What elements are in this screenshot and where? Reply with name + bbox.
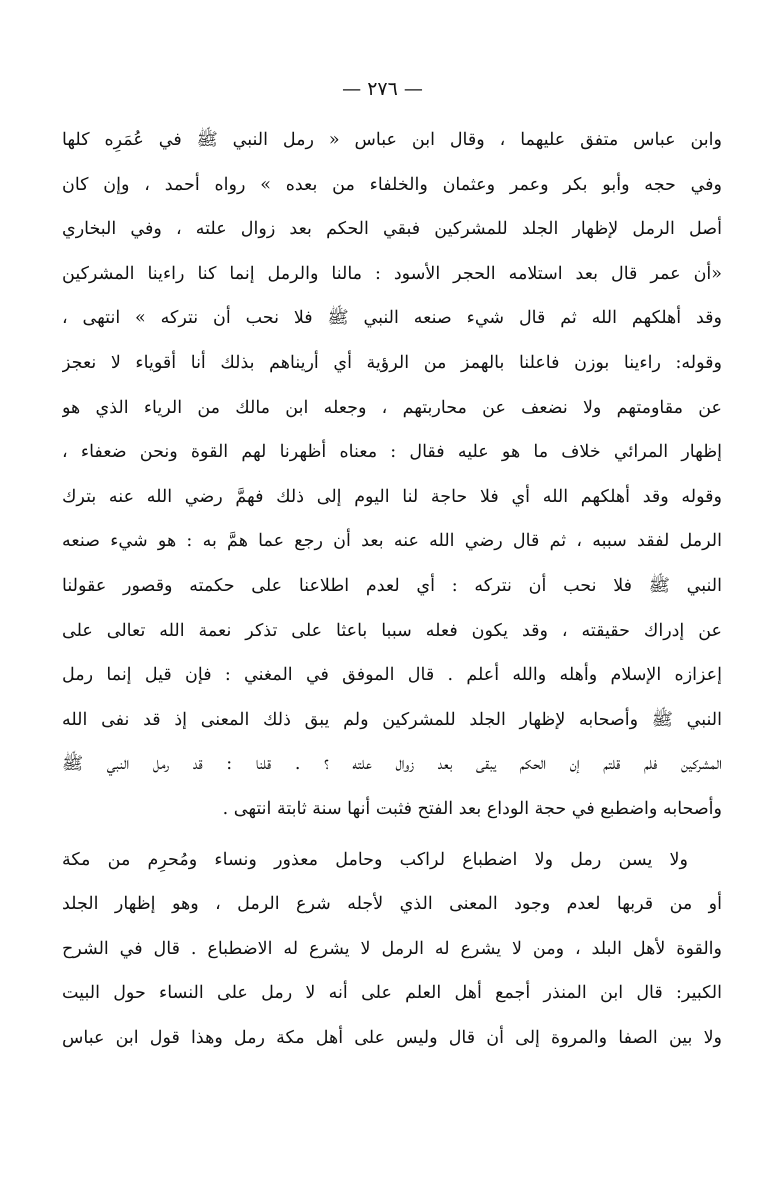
text-line: عن إدراك حقيقته ، وقد يكون فعله سببا باعثا على تذكر نعمة الله تعالى على bbox=[62, 620, 722, 641]
text-line: وفي حجه وأبو بكر وعمر وعثمان والخلفاء من بعده » رواه أحمد ، وإن كان bbox=[62, 174, 722, 195]
text-line: ولا يسن رمل ولا اضطباع لراكب وحامل معذور ونساء ومُحرِم من مكة bbox=[62, 849, 688, 870]
text-line: النبي ﷺ فلا نحب أن نتركه : أي لعدم اطلاعنا على حكمته وقصور عقولنا bbox=[62, 575, 722, 596]
text-line: إعزازه الإسلام وأهله والله أعلم . قال الموفق في المغني : فإن قيل إنما رمل bbox=[62, 665, 722, 686]
text-line: النبي ﷺ وأصحابه لإظهار الجلد للمشركين ولم يبق ذلك المعنى إذ قد نفى الله bbox=[62, 709, 722, 730]
text-line: عن مقاومتهم ولا نضعف عن محاربتهم ، وجعله ابن مالك من الرياء الذي هو bbox=[62, 397, 722, 418]
text-line: وقوله وقد أهلكهم الله أي فلا حاجة لنا اليوم إلى ذلك فهمَّ رضي الله عنه بترك bbox=[62, 486, 722, 507]
text-line: «أن عمر قال بعد استلامه الحجر الأسود : مالنا والرمل إنما كنا راءينا المشركين bbox=[62, 263, 722, 284]
text-line: وقوله: راءينا بوزن فاعلنا بالهمز من الرؤية أي أريناهم بذلك أنا أقوياء لا نعجز bbox=[62, 352, 722, 373]
text-line: ولا بين الصفا والمروة إلى أن قال وليس على أهل مكة رمل وهذا قول ابن عباس bbox=[62, 1027, 722, 1048]
paragraph-1 bbox=[62, 118, 722, 832]
text-line: أو من قربها لعدم وجود المعنى الذي لأجله شرع الرمل ، وهو إظهار الجلد bbox=[62, 894, 722, 915]
paragraph-2 bbox=[62, 838, 722, 1061]
text-line: المشركين فلم قلتم إن الحكم يبقى بعد زوال علته ؟ . قلنا : قد رمل النبي ﷺ bbox=[62, 754, 722, 775]
page-body bbox=[62, 118, 722, 1060]
text-line: وقد أهلكهم الله ثم قال شيء صنعه النبي ﷺ فلا نحب أن نتركه » انتهى ، bbox=[62, 308, 722, 329]
page-number: — ٢٧٦ — bbox=[342, 78, 423, 100]
text-line: الكبير: قال ابن المنذر أجمع أهل العلم على أنه لا رمل على النساء حول البيت bbox=[62, 983, 722, 1004]
text-line: وابن عباس متفق عليهما ، وقال ابن عباس « رمل النبي ﷺ في عُمَرِه كلها bbox=[62, 130, 722, 150]
text-line: والقوة لأهل البلد ، ومن لا يشرع له الرمل لا يشرع له الاضطباع . قال في الشرح bbox=[62, 938, 722, 959]
text-line: الرمل لفقد سببه ، ثم قال رضي الله عنه بعد أن رجع عما همَّ به : هو شيء صنعه bbox=[62, 531, 722, 552]
text-line: وأصحابه واضطبع في حجة الوداع بعد الفتح فثبت أنها سنة ثابتة انتهى . bbox=[222, 798, 722, 819]
text-line: أصل الرمل لإظهار الجلد للمشركين فبقي الحكم بعد زوال علته ، وفي البخاري bbox=[62, 219, 722, 240]
text-line: إظهار المرائي خلاف ما هو عليه فقال : معناه أظهرنا لهم القوة ونحن ضعفاء ، bbox=[62, 442, 722, 463]
